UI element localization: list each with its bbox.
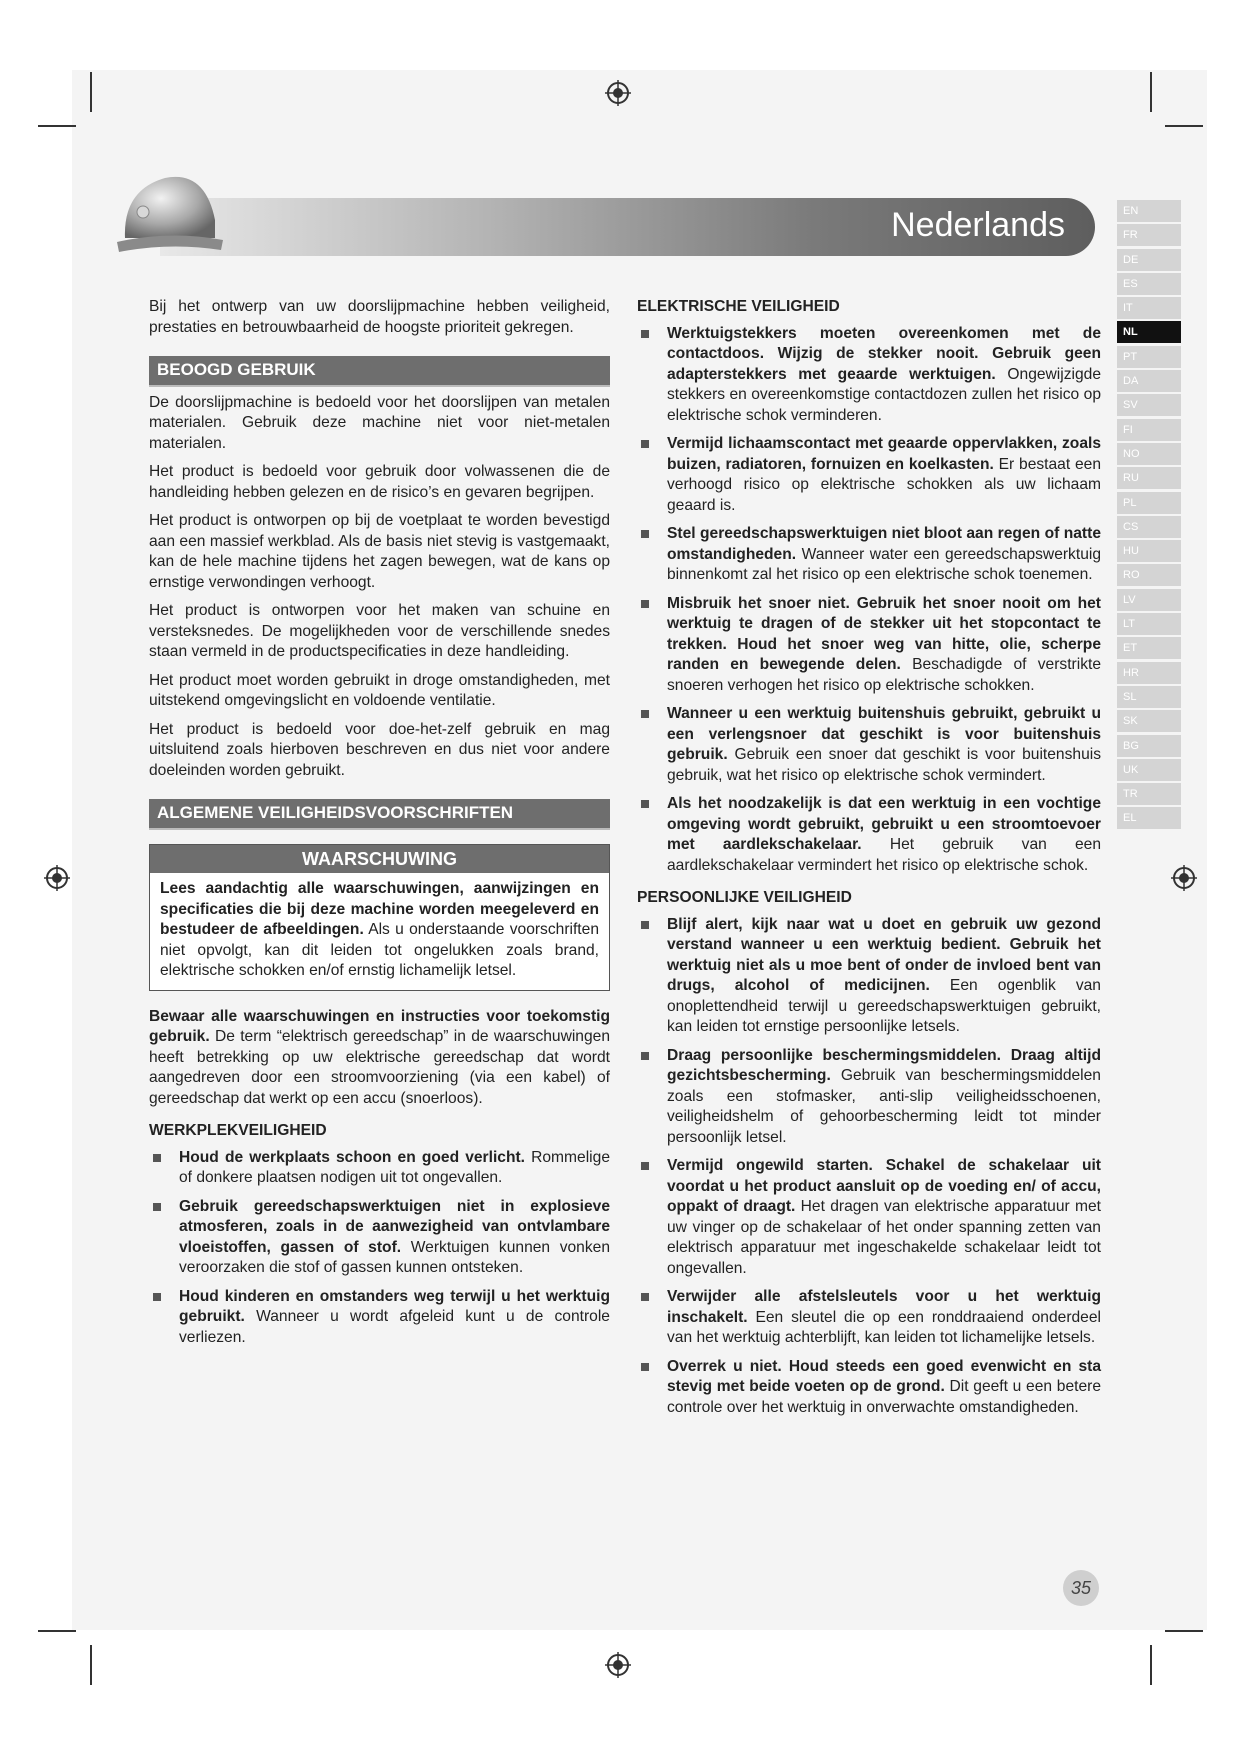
list-item (637, 524, 1101, 586)
language-tab-et[interactable]: ET (1117, 637, 1181, 659)
list-item (637, 594, 1101, 697)
list-item-text: Gebruik een snoer dat geschikt is voor buitenshuis gebruik, wat het risico op elektrische schok vermindert. (667, 746, 1101, 784)
list-item (149, 1287, 610, 1349)
intended-use-paragraphs (149, 393, 610, 782)
list-item (637, 1357, 1101, 1419)
crop-mark (1150, 1645, 1152, 1685)
warning-title: WAARSCHUWING (150, 845, 609, 874)
list-item (637, 1287, 1101, 1349)
section-heading-intended-use: BEOOGD GEBRUIK (149, 356, 610, 387)
keep-bold-text: Bewaar alle waarschuwingen en instructies voor toekomstig gebruik. (149, 1007, 610, 1045)
language-tab-pt[interactable]: PT (1117, 346, 1181, 368)
warning-box (149, 844, 610, 991)
list-item-bold: Vermijd ongewild starten. Schakel de schakelaar uit voordat u het product aansluit op de voeding en/ of accu, oppakt of draagt. (667, 1157, 1101, 1215)
language-tab-uk[interactable]: UK (1117, 759, 1181, 781)
bullet-square-icon (641, 1293, 649, 1301)
language-tab-no[interactable]: NO (1117, 443, 1181, 465)
list-item-text: Een ogenblik van onoplettendheid terwijl u gereedschapswerktuigen gebruikt, kan leiden tot ernstige persoonlijke letsels. (667, 977, 1101, 1035)
language-tab-de[interactable]: DE (1117, 249, 1181, 271)
list-item (637, 1156, 1101, 1279)
bullet-square-icon (153, 1154, 161, 1162)
bullet-square-icon (641, 1363, 649, 1371)
bullet-square-icon (641, 921, 649, 929)
language-tab-hr[interactable]: HR (1117, 662, 1181, 684)
language-tab-lv[interactable]: LV (1117, 589, 1181, 611)
list-item-text: Er bestaat een verhoogd risico op elektrische schokken als uw lichaam geaard is. (667, 455, 1102, 514)
warning-text: Als u onderstaande voorschriften niet opvolgt, kan dit leiden tot ongelukken zoals brand, elektrische schokken en/of ernstig lichamelijk letsel. (160, 921, 599, 979)
intended-use-paragraph: De doorslijpmachine is bedoeld voor het doorslijpen van metalen materialen. Gebruik deze machine niet voor niet-metalen materialen. (149, 393, 610, 452)
intended-use-paragraph: Het product is ontworpen voor het maken van schuine en versteksnedes. De mogelijkheden voor de verschillende snedes staan vermeld in de productspecificaties in deze handleiding. (149, 602, 610, 660)
crop-mark (1150, 72, 1152, 112)
intended-use-paragraph: Het product is bedoeld voor gebruik door volwassenen die de handleiding hebben gelezen en de risico’s en gevaren begrijpen. (149, 463, 610, 501)
crop-mark (38, 125, 76, 127)
registration-mark-icon (44, 865, 70, 891)
warning-bold-text: Lees aandachtig alle waarschuwingen, aanwijzingen en specificaties die bij deze machine worden meegeleverd en bestudeer de afbeeldingen. (160, 880, 599, 938)
crop-mark (38, 1630, 76, 1632)
list-item-bold: Overrek u niet. Houd steeds een goed evenwicht en sta stevig met beide voeten op de grond. (667, 1357, 1101, 1395)
warning-body (150, 873, 609, 990)
language-tab-bg[interactable]: BG (1117, 735, 1181, 757)
list-item-bold: Draag persoonlijke beschermingsmiddelen. Draag altijd gezichtsbescherming. (667, 1046, 1101, 1084)
list-item-text: Wanneer water een gereedschapswerktuig binnenkomt zal het risico op een elektrische schok toenemen. (667, 545, 1101, 583)
header-bar (160, 198, 1095, 256)
intro-text: Bij het ontwerp van uw doorslijpmachine hebben veiligheid, prestaties en betrouwbaarheid de hoogste prioriteit gekregen. (149, 298, 610, 336)
language-tab-ro[interactable]: RO (1117, 564, 1181, 586)
bullet-square-icon (641, 330, 649, 338)
list-item-text: Beschadigde of verstrikte snoeren verhogen het risico op elektrische schokken. (667, 656, 1101, 694)
registration-mark-icon (1171, 865, 1197, 891)
list-item-text: Gebruik van beschermingsmiddelen zoals een stofmasker, anti-slip veiligheidsschoenen, veiligheidshelm of gehoorbescherming leidt tot minder persoonlijk letsel. (667, 1067, 1101, 1146)
language-tab-fi[interactable]: FI (1117, 419, 1181, 441)
list-item-bold: Houd de werkplaats schoon en goed verlicht. (179, 1148, 526, 1166)
language-tab-en[interactable]: EN (1117, 200, 1181, 222)
language-tab-hu[interactable]: HU (1117, 540, 1181, 562)
workplace-list (149, 1148, 610, 1349)
bullet-square-icon (641, 440, 649, 448)
registration-mark-icon (605, 1652, 631, 1678)
intended-use-paragraph: Het product is ontworpen op bij de voetplaat te worden bevestigd aan een massief werkblad. Als de basis niet stevig is vastgemaakt, kan de hele machine tijdens het zagen bewegen, wat de kans op ernstige verwondingen verhoogt. (149, 512, 610, 591)
list-item-bold: Als het noodzakelijk is dat een werktuig in een vochtige omgeving wordt gebruikt, gebruikt u een stroomtoevoer met aardlekschakelaar. (667, 795, 1101, 853)
language-tab-it[interactable]: IT (1117, 297, 1181, 319)
language-tab-el[interactable]: EL (1117, 807, 1181, 829)
right-column (637, 297, 1101, 1426)
language-tabs (1117, 200, 1181, 832)
list-item (149, 1197, 610, 1279)
personal-list (637, 915, 1101, 1419)
list-item-bold: Verwijder alle afstelsleutels voor u het werktuig inschakelt. (667, 1288, 1101, 1326)
crop-mark (90, 72, 92, 112)
registration-mark-icon (605, 80, 631, 106)
list-item-bold: Stel gereedschapswerktuigen niet bloot aan regen of natte omstandigheden. (667, 525, 1101, 563)
language-tab-pl[interactable]: PL (1117, 492, 1181, 514)
bullet-square-icon (641, 1162, 649, 1170)
list-item-bold: Misbruik het snoer niet. Gebruik het snoer nooit om het werktuig te dragen of de stekker uit het stopcontact te trekken. Houd het snoer weg van hitte, olie, scherpe randen en bewegende delen. (667, 594, 1101, 673)
subheading-personal: PERSOONLIJKE VEILIGHEID (637, 889, 852, 906)
page-number: 35 (1063, 1570, 1099, 1606)
list-item-bold: Houd kinderen en omstanders weg terwijl u het werktuig gebruikt. (179, 1287, 610, 1325)
bullet-square-icon (641, 600, 649, 608)
bullet-square-icon (641, 710, 649, 718)
language-tab-sk[interactable]: SK (1117, 710, 1181, 732)
language-tab-es[interactable]: ES (1117, 273, 1181, 295)
language-tab-cs[interactable]: CS (1117, 516, 1181, 538)
list-item-bold: Wanneer u een werktuig buitenshuis gebruikt, gebruikt u een verlengsnoer dat geschikt is voor buitenshuis gebruik. (667, 705, 1101, 763)
crop-mark (90, 1645, 92, 1685)
electric-list (637, 324, 1101, 877)
bullet-square-icon (153, 1293, 161, 1301)
list-item-text: Dit geeft u een betere controle over het werktuig in onverwachte omstandigheden. (667, 1378, 1101, 1416)
list-item-text: Het dragen van elektrische apparatuur met uw vinger op de schakelaar of het onder spanning zetten van elektrisch apparatuur met ingeschakelde schakelaar leidt tot ongevallen. (667, 1198, 1101, 1277)
language-tab-lt[interactable]: LT (1117, 613, 1181, 635)
list-item (637, 915, 1101, 1038)
subheading-workplace: WERKPLEKVEILIGHEID (149, 1122, 327, 1139)
bullet-square-icon (641, 530, 649, 538)
language-tab-fr[interactable]: FR (1117, 224, 1181, 246)
list-item (637, 434, 1101, 516)
list-item-bold: Vermijd lichaamscontact met geaarde oppervlakken, zoals buizen, radiatoren, fornuizen en koelkasten. (667, 435, 1101, 473)
list-item (637, 1046, 1101, 1149)
list-item-text: Het gebruik van een aardlekschakelaar vermindert het risico op elektrische schok. (667, 836, 1101, 874)
list-item-text: Een sleutel die op een ronddraaiend onderdeel van het werktuig achterblijft, kan leiden tot lichamelijke letsels. (667, 1308, 1101, 1346)
bullet-square-icon (641, 800, 649, 808)
list-item-text: Werktuigen kunnen vonken veroorzaken die stof of gassen kunnen ontsteken. (179, 1238, 610, 1276)
list-item-text: Ongewijzigde stekkers en overeenkomstige contactdozen zullen het risico op elektrische schok verminderen. (667, 365, 1102, 424)
list-item-bold: Werktuigstekkers moeten overeenkomen met de contactdoos. Wijzig de stekker nooit. Gebruik geen adapterstekkers met geaarde werktuigen. (667, 324, 1101, 383)
crop-mark (1165, 1630, 1203, 1632)
keep-instructions (149, 1007, 610, 1110)
language-tab-sv[interactable]: SV (1117, 394, 1181, 416)
list-item (637, 794, 1101, 876)
list-item-bold: Blijf alert, kijk naar wat u doet en gebruik uw gezond verstand wanneer u een werktuig bedient. Gebruik het werktuig niet als u moe bent of onder de invloed bent van drugs, alcohol of medicijnen. (667, 915, 1101, 994)
language-tab-nl[interactable]: NL (1117, 321, 1181, 343)
helmet-icon (115, 160, 225, 260)
subheading-electric: ELEKTRISCHE VEILIGHEID (637, 298, 840, 315)
intended-use-paragraph: Het product is bedoeld voor doe-het-zelf gebruik en mag uitsluitend zoals hierboven beschreven en dus niet voor andere doeleinden worden gebruikt. (149, 720, 610, 779)
list-item (149, 1148, 610, 1189)
section-heading-general-safety: ALGEMENE VEILIGHEIDSVOORSCHRIFTEN (149, 799, 610, 830)
language-tab-tr[interactable]: TR (1117, 783, 1181, 805)
language-tab-da[interactable]: DA (1117, 370, 1181, 392)
list-item-text: Rommelige of donkere plaatsen nodigen uit tot ongevallen. (179, 1148, 610, 1186)
page-title: Nederlands (891, 206, 1065, 244)
language-tab-ru[interactable]: RU (1117, 467, 1181, 489)
list-item-bold: Gebruik gereedschapswerktuigen niet in explosieve atmosferen, zoals in de aanwezigheid van ontvlambare vloeistoffen, gassen of stof. (179, 1197, 610, 1256)
list-item (637, 324, 1101, 427)
intended-use-paragraph: Het product moet worden gebruikt in droge omstandigheden, met uitstekend omgevingslicht en voldoende ventilatie. (149, 671, 610, 709)
crop-mark (1165, 125, 1203, 127)
bullet-square-icon (641, 1052, 649, 1060)
list-item-text: Wanneer u wordt afgeleid kunt u de controle verliezen. (179, 1308, 610, 1346)
keep-text: De term “elektrisch gereedschap” in de waarschuwingen heeft betrekking op uw elektrische gereedschap dat wordt aangedreven door een stroomvoorziening (via een kabel) of gereedschap dat werkt op een accu (snoerloos). (149, 1028, 610, 1107)
list-item (637, 704, 1101, 786)
language-tab-sl[interactable]: SL (1117, 686, 1181, 708)
left-column (149, 297, 610, 1356)
bullet-square-icon (153, 1203, 161, 1211)
